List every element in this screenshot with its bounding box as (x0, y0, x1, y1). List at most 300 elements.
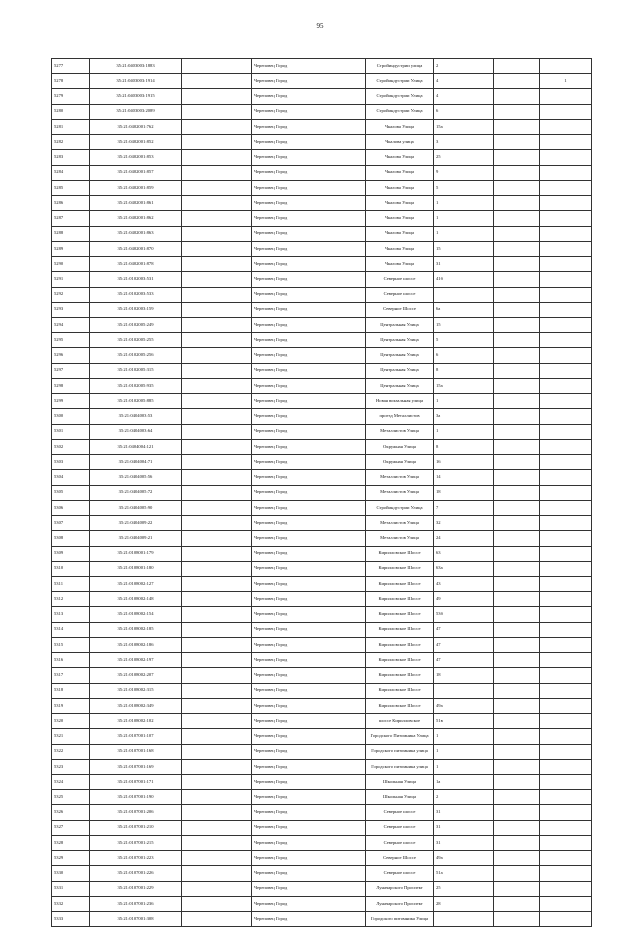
cell-extra2 (540, 637, 592, 652)
cell-empty (182, 333, 252, 348)
cell-no: 5326 (52, 805, 90, 820)
cell-no: 5308 (52, 531, 90, 546)
cell-empty (494, 729, 540, 744)
cell-house: 15а (434, 378, 494, 393)
cell-locality: Череповец Город (252, 668, 366, 683)
cell-extra2 (540, 211, 592, 226)
cell-empty (182, 866, 252, 881)
cell-empty (494, 592, 540, 607)
table-row (52, 257, 592, 272)
cell-street: Кирилловское Шоссе (366, 622, 434, 637)
cell-locality: Череповец Город (252, 546, 366, 561)
cell-empty (182, 714, 252, 729)
cell-extra2 (540, 653, 592, 668)
cell-locality: Череповец Город (252, 744, 366, 759)
cell-no: 5300 (52, 409, 90, 424)
cell-empty (494, 104, 540, 119)
cell-empty (182, 119, 252, 134)
cell-extra2 (540, 607, 592, 622)
cell-extra2 (540, 790, 592, 805)
cell-empty (182, 378, 252, 393)
cell-street: Городского Питомника Улица (366, 729, 434, 744)
table-row (52, 516, 592, 531)
cell-street: Кирилловское Шоссе (366, 668, 434, 683)
cell-cadastral: 35:21:0402001:859 (90, 180, 182, 195)
cell-no: 5301 (52, 424, 90, 439)
cell-no: 5289 (52, 241, 90, 256)
cell-locality: Череповец Город (252, 150, 366, 165)
cell-no: 5320 (52, 714, 90, 729)
cell-no: 5305 (52, 485, 90, 500)
cell-house: 3 (434, 135, 494, 150)
cell-locality: Череповец Город (252, 851, 366, 866)
cell-no: 5288 (52, 226, 90, 241)
cell-street: шоссе Кирилловское (366, 714, 434, 729)
cell-no: 5325 (52, 790, 90, 805)
cell-street: Кирилловское Шоссе (366, 637, 434, 652)
cell-no: 5311 (52, 576, 90, 591)
cell-no: 5291 (52, 272, 90, 287)
cell-empty (182, 729, 252, 744)
cell-cadastral: 35:21:0107001:229 (90, 881, 182, 896)
cell-street: Чкалова Улица (366, 150, 434, 165)
cell-house: 31 (434, 805, 494, 820)
table-row (52, 119, 592, 134)
cell-empty (182, 622, 252, 637)
cell-street: Чкалова Улица (366, 196, 434, 211)
cell-cadastral: 35:21:0107001:210 (90, 820, 182, 835)
table-row (52, 546, 592, 561)
cell-no: 5324 (52, 775, 90, 790)
cell-street: Чкалова Улица (366, 165, 434, 180)
cell-no: 5331 (52, 881, 90, 896)
cell-street: Стройиндустрии Улица (366, 104, 434, 119)
cell-empty (494, 348, 540, 363)
cell-street: Чкалова Улица (366, 241, 434, 256)
cell-extra2 (540, 470, 592, 485)
cell-locality: Череповец Город (252, 89, 366, 104)
cell-empty (182, 409, 252, 424)
cell-empty (494, 775, 540, 790)
cell-empty (494, 455, 540, 470)
cell-no: 5315 (52, 637, 90, 652)
cell-extra2 (540, 668, 592, 683)
cell-cadastral: 35:21:0102005:935 (90, 378, 182, 393)
cell-locality: Череповец Город (252, 119, 366, 134)
cell-house: 43 (434, 576, 494, 591)
cell-locality: Череповец Город (252, 180, 366, 195)
cell-house: 8 (434, 363, 494, 378)
table-row (52, 790, 592, 805)
cell-empty (182, 576, 252, 591)
table-row (52, 439, 592, 454)
cell-cadastral: 35:21:0402001:878 (90, 257, 182, 272)
cell-cadastral: 35:21:0402001:861 (90, 196, 182, 211)
cell-empty (494, 805, 540, 820)
cell-empty (494, 912, 540, 927)
cell-cadastral: 35:21:0108002:207 (90, 668, 182, 683)
cell-street: Северное шоссе (366, 820, 434, 835)
cell-no: 5303 (52, 455, 90, 470)
cell-locality: Череповец Город (252, 470, 366, 485)
cell-empty (182, 180, 252, 195)
cell-locality: Череповец Город (252, 165, 366, 180)
cell-extra2 (540, 439, 592, 454)
cell-empty (182, 820, 252, 835)
cell-street: Северное шоссе (366, 835, 434, 850)
cell-extra2 (540, 104, 592, 119)
cell-extra2 (540, 531, 592, 546)
cell-house: 31 (434, 835, 494, 850)
table-row (52, 150, 592, 165)
cell-empty (494, 881, 540, 896)
cell-extra2 (540, 820, 592, 835)
cell-no: 5299 (52, 394, 90, 409)
cell-extra2 (540, 165, 592, 180)
cell-extra2 (540, 896, 592, 911)
table-row (52, 698, 592, 713)
table-row (52, 363, 592, 378)
cell-no: 5295 (52, 333, 90, 348)
cell-empty (494, 851, 540, 866)
cell-extra2 (540, 241, 592, 256)
cell-house: 25 (434, 150, 494, 165)
cell-extra2 (540, 561, 592, 576)
cell-locality: Череповец Город (252, 211, 366, 226)
cell-empty (182, 775, 252, 790)
cell-empty (494, 576, 540, 591)
cell-empty (494, 653, 540, 668)
table-row (52, 74, 592, 89)
cell-extra2 (540, 775, 592, 790)
cell-street: Северное шоссе (366, 805, 434, 820)
cell-empty (182, 668, 252, 683)
cell-extra2 (540, 424, 592, 439)
cell-cadastral: 35:21:0102003:159 (90, 302, 182, 317)
cell-street: Школьная Улица (366, 790, 434, 805)
table-row (52, 455, 592, 470)
cell-locality: Череповец Город (252, 104, 366, 119)
cell-empty (182, 500, 252, 515)
cell-street: проезд Металлистов (366, 409, 434, 424)
cell-extra2 (540, 378, 592, 393)
cell-empty (494, 470, 540, 485)
cell-street: Металлистов Улица (366, 531, 434, 546)
cell-extra2 (540, 196, 592, 211)
cell-empty (182, 211, 252, 226)
cell-empty (494, 561, 540, 576)
cell-house: 14 (434, 470, 494, 485)
table-row (52, 302, 592, 317)
cell-no: 5286 (52, 196, 90, 211)
cell-no: 5314 (52, 622, 90, 637)
cell-empty (182, 744, 252, 759)
cell-cadastral: 35:21:0107001:226 (90, 866, 182, 881)
cell-locality: Череповец Город (252, 135, 366, 150)
cell-cadastral: 35:21:0102005:315 (90, 363, 182, 378)
cell-house: 63а (434, 561, 494, 576)
cell-no: 5328 (52, 835, 90, 850)
cell-no: 5329 (52, 851, 90, 866)
cell-extra2 (540, 333, 592, 348)
cell-empty (182, 653, 252, 668)
cell-extra2 (540, 546, 592, 561)
cell-cadastral: 35:21:0108002:197 (90, 653, 182, 668)
cell-cadastral: 35:21:0404004:121 (90, 439, 182, 454)
cell-cadastral: 35:21:0107001:107 (90, 729, 182, 744)
cell-cadastral: 35:21:0402001:862 (90, 211, 182, 226)
cell-extra2 (540, 302, 592, 317)
table-row (52, 561, 592, 576)
cell-no: 5327 (52, 820, 90, 835)
cell-cadastral: 35:21:0107001:169 (90, 759, 182, 774)
cell-house: 24 (434, 531, 494, 546)
cell-empty (494, 74, 540, 89)
table-row (52, 180, 592, 195)
cell-extra2 (540, 698, 592, 713)
cell-no: 5312 (52, 592, 90, 607)
cell-empty (494, 378, 540, 393)
cell-street: Северное Шоссе (366, 302, 434, 317)
table-row (52, 607, 592, 622)
cell-locality: Череповец Город (252, 912, 366, 927)
cell-empty (182, 561, 252, 576)
cell-no: 5290 (52, 257, 90, 272)
cell-extra2 (540, 394, 592, 409)
cell-extra2 (540, 455, 592, 470)
cell-house: 47 (434, 637, 494, 652)
table-row (52, 729, 592, 744)
cell-empty (182, 439, 252, 454)
cell-street: Стройиндустрии Улица (366, 74, 434, 89)
cell-street: Чкалова Улица (366, 226, 434, 241)
cell-street: Кирилловское Шоссе (366, 592, 434, 607)
cell-empty (494, 866, 540, 881)
cell-street: Кирилловское Шоссе (366, 546, 434, 561)
cell-cadastral: 35:21:0108002:349 (90, 698, 182, 713)
table-row (52, 683, 592, 698)
cell-cadastral: 35:21:0102005:255 (90, 333, 182, 348)
cell-empty (182, 74, 252, 89)
cell-street: Кирилловское Шоссе (366, 653, 434, 668)
cell-no: 5298 (52, 378, 90, 393)
cell-empty (494, 896, 540, 911)
cell-extra2 (540, 135, 592, 150)
cell-locality: Череповец Город (252, 637, 366, 652)
cell-extra2 (540, 89, 592, 104)
cell-extra2 (540, 317, 592, 332)
cell-locality: Череповец Город (252, 683, 366, 698)
cell-empty (494, 150, 540, 165)
cell-house: 49 (434, 592, 494, 607)
cell-street: Луначарского Проспект (366, 896, 434, 911)
cell-extra2 (540, 119, 592, 134)
cell-empty (182, 424, 252, 439)
cell-empty (182, 394, 252, 409)
table-row (52, 851, 592, 866)
cell-extra2 (540, 287, 592, 302)
cell-empty (494, 637, 540, 652)
cell-no: 5332 (52, 896, 90, 911)
cell-empty (182, 531, 252, 546)
cell-no: 5279 (52, 89, 90, 104)
cell-cadastral: 35:21:0404003:64 (90, 424, 182, 439)
cell-extra2 (540, 59, 592, 74)
cell-empty (494, 439, 540, 454)
cell-street: Кирилловское Шоссе (366, 576, 434, 591)
cell-no: 5284 (52, 165, 90, 180)
cell-no: 5292 (52, 287, 90, 302)
cell-no: 5319 (52, 698, 90, 713)
cell-empty (494, 714, 540, 729)
table-row (52, 896, 592, 911)
cell-house: 47 (434, 653, 494, 668)
table-row (52, 881, 592, 896)
table-row (52, 576, 592, 591)
cell-house: 32 (434, 516, 494, 531)
cell-cadastral: 35:21:0102003:533 (90, 287, 182, 302)
table-body (52, 59, 592, 927)
cell-cadastral: 35:21:0402001:853 (90, 150, 182, 165)
cell-cadastral: 35:21:0102003:531 (90, 272, 182, 287)
cell-house: 2 (434, 59, 494, 74)
cell-extra2 (540, 363, 592, 378)
cell-house (434, 683, 494, 698)
cell-locality: Череповец Город (252, 59, 366, 74)
cell-street: Металлистов Улица (366, 470, 434, 485)
cell-no: 5333 (52, 912, 90, 927)
table-row (52, 135, 592, 150)
cell-street: Городского питомника Улица (366, 912, 434, 927)
cell-empty (494, 119, 540, 134)
table-row (52, 759, 592, 774)
cell-no: 5304 (52, 470, 90, 485)
cell-house: 1 (434, 744, 494, 759)
cell-empty (494, 333, 540, 348)
cell-empty (182, 455, 252, 470)
cell-house: 4 (434, 74, 494, 89)
cell-cadastral: 35:21:0108002:127 (90, 576, 182, 591)
table-row (52, 104, 592, 119)
cell-extra2 (540, 226, 592, 241)
cell-house: 63 (434, 546, 494, 561)
table-row (52, 287, 592, 302)
cell-locality: Череповец Город (252, 881, 366, 896)
cell-street: Металлистов Улица (366, 424, 434, 439)
cell-locality: Череповец Город (252, 516, 366, 531)
cell-empty (182, 89, 252, 104)
table-row (52, 378, 592, 393)
cell-empty (494, 759, 540, 774)
table-row (52, 714, 592, 729)
cell-empty (494, 257, 540, 272)
cell-house: 9 (434, 165, 494, 180)
cell-street: Кирилловское Шоссе (366, 683, 434, 698)
cell-no: 5294 (52, 317, 90, 332)
cell-street: Северное Шоссе (366, 851, 434, 866)
cell-cadastral: 35:21:0107001:190 (90, 790, 182, 805)
cell-extra2 (540, 683, 592, 698)
table-row (52, 531, 592, 546)
table-row (52, 866, 592, 881)
cell-house: 1 (434, 424, 494, 439)
cell-empty (182, 241, 252, 256)
cell-locality: Череповец Город (252, 363, 366, 378)
cell-no: 5317 (52, 668, 90, 683)
table-row (52, 211, 592, 226)
cell-cadastral: 35:21:0102005:885 (90, 394, 182, 409)
cell-empty (494, 531, 540, 546)
cell-locality: Череповец Город (252, 424, 366, 439)
cell-empty (182, 683, 252, 698)
cell-street: Металлистов Улица (366, 485, 434, 500)
cell-locality: Череповец Город (252, 302, 366, 317)
cell-empty (494, 196, 540, 211)
cell-extra2 (540, 729, 592, 744)
cell-extra2 (540, 592, 592, 607)
cell-extra2 (540, 759, 592, 774)
cell-empty (494, 272, 540, 287)
table-row (52, 394, 592, 409)
table-row (52, 317, 592, 332)
cell-no: 5316 (52, 653, 90, 668)
cell-empty (182, 637, 252, 652)
cell-locality: Череповец Город (252, 759, 366, 774)
cell-locality: Череповец Город (252, 592, 366, 607)
cell-extra2 (540, 744, 592, 759)
cell-empty (494, 424, 540, 439)
table-row (52, 744, 592, 759)
cell-cadastral: 35:21:0402001:762 (90, 119, 182, 134)
cell-street: Школьная Улица (366, 775, 434, 790)
cell-extra2 (540, 150, 592, 165)
cell-empty (494, 165, 540, 180)
cell-cadastral: 35:21:0107001:171 (90, 775, 182, 790)
cell-no: 5318 (52, 683, 90, 698)
cell-street: Центральная Улица (366, 363, 434, 378)
cell-house: 6 (434, 348, 494, 363)
cell-street: Стройиндустрии улица (366, 59, 434, 74)
cell-extra2 (540, 180, 592, 195)
cell-locality: Череповец Город (252, 485, 366, 500)
cell-empty (182, 272, 252, 287)
cell-house: 1 (434, 211, 494, 226)
cell-locality: Череповец Город (252, 714, 366, 729)
cell-empty (182, 196, 252, 211)
cell-street: Стройиндустрии Улица (366, 500, 434, 515)
page-number: 95 (316, 22, 324, 30)
cell-house: 6 (434, 104, 494, 119)
table-row (52, 333, 592, 348)
cell-house: 5 (434, 333, 494, 348)
cell-empty (182, 226, 252, 241)
cell-extra2 (540, 516, 592, 531)
cell-house: 31 (434, 257, 494, 272)
cell-street: Северное шоссе (366, 272, 434, 287)
cell-empty (494, 683, 540, 698)
cell-house: 25 (434, 881, 494, 896)
cell-house: 15 (434, 317, 494, 332)
cell-empty (494, 59, 540, 74)
cell-empty (182, 790, 252, 805)
table-row (52, 424, 592, 439)
cell-locality: Череповец Город (252, 439, 366, 454)
cell-cadastral: 35:21:0108002:185 (90, 622, 182, 637)
cell-house: 53б (434, 607, 494, 622)
table-row (52, 89, 592, 104)
cell-cadastral: 35:21:0107001:168 (90, 744, 182, 759)
cell-empty (494, 287, 540, 302)
